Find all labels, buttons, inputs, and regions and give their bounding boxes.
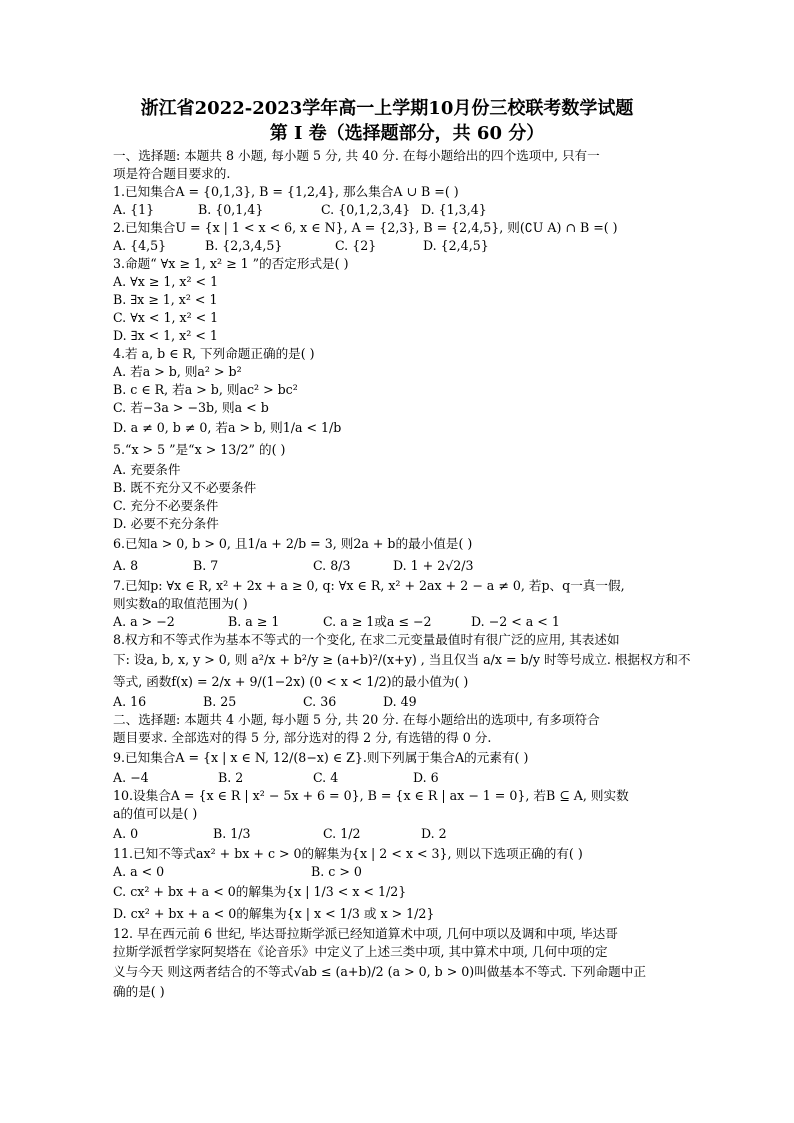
document-subtitle: 第 I 卷（选择题部分，共 60 分） — [269, 123, 545, 144]
option: B. 既不充分又不必要条件 — [113, 480, 257, 495]
question-8-options — [113, 693, 698, 711]
question-1-options — [113, 201, 698, 219]
option: A. 16 — [113, 694, 147, 709]
option: C. ∀x < 1, x² < 1 — [113, 310, 219, 325]
section-one-heading: 一、选择题: 本题共 8 小题, 每小题 5 分, 共 40 分. 在每小题给出的四个选项中, 只有一 — [113, 148, 600, 163]
question-6: 6.已知a > 0, b > 0, 且1/a + 2/b = 3, 则2a + b的最小值是( ) — [113, 536, 473, 551]
option: B. 25 — [203, 694, 237, 709]
option: C. 充分不必要条件 — [113, 498, 219, 513]
question-9-options — [113, 769, 698, 787]
question-12-cont: 确的是( ) — [113, 984, 165, 999]
question-2: 2.已知集合U = {x | 1 < x < 6, x ∈ N}, A = {2,3}, B = {2,4,5}, 则(∁U A) ∩ B =( ) — [113, 220, 618, 235]
option: B. a ≥ 1 — [228, 614, 280, 629]
question-2-options — [113, 237, 698, 255]
question-10-options — [113, 823, 698, 845]
option: B. c > 0 — [311, 864, 362, 879]
question-6-options — [113, 555, 698, 577]
question-11-options — [113, 863, 698, 881]
option: A. ∀x ≥ 1, x² < 1 — [113, 274, 219, 289]
option: B. {0,1,4} — [198, 202, 264, 217]
option: C. 若−3a > −3b, 则a < b — [113, 400, 269, 415]
section-one-heading-cont: 项是符合题目要求的. — [113, 166, 231, 181]
option: A. 若a > b, 则a² > b² — [113, 364, 242, 379]
option: A. 8 — [113, 558, 139, 573]
option: B. 2 — [218, 770, 244, 785]
question-5: 5.“x > 5 ”是“x > 13/2” 的( ) — [113, 442, 286, 457]
option: C. 36 — [303, 694, 337, 709]
option: B. c ∈ R, 若a > b, 则ac² > bc² — [113, 382, 298, 397]
option: D. 6 — [413, 770, 439, 785]
option: B. 1/3 — [213, 826, 251, 841]
question-1: 1.已知集合A = {0,1,3}, B = {1,2,4}, 那么集合A ∪ B =( ) — [113, 184, 459, 199]
option: D. a ≠ 0, b ≠ 0, 若a > b, 则1/a < 1/b — [113, 420, 342, 435]
question-12-cont: 拉斯学派哲学家阿契塔在《论音乐》中定义了上述三类中项, 其中算术中项, 几何中项的定 — [113, 944, 608, 959]
option: D. {1,3,4} — [421, 202, 487, 217]
option: D. 1 + 2√2/3 — [393, 558, 474, 573]
option: A. 0 — [113, 826, 139, 841]
option: C. 8/3 — [313, 558, 351, 573]
question-9: 9.已知集合A = {x | x ∈ N, 12/(8−x) ∈ Z}.则下列属于集合A的元素有( ) — [113, 750, 529, 765]
question-7: 7.已知p: ∀x ∈ R, x² + 2x + a ≥ 0, q: ∀x ∈ R, x² + 2ax + 2 − a ≠ 0, 若p、q一真一假, — [113, 578, 625, 593]
option: C. {0,1,2,3,4} — [321, 202, 411, 217]
question-12: 12. 早在西元前 6 世纪, 毕达哥拉斯学派已经知道算术中项, 几何中项以及调和中项, 毕达哥 — [113, 926, 618, 941]
option: D. ∃x < 1, x² < 1 — [113, 328, 218, 343]
option: C. 4 — [313, 770, 339, 785]
option: A. a < 0 — [113, 864, 165, 879]
section-two-heading-cont: 题目要求. 全部选对的得 5 分, 部分选对的得 2 分, 有选错的得 0 分. — [113, 730, 492, 745]
document-title: 浙江省2022-2023学年高一上学期10月份三校联考数学试题 — [140, 98, 634, 119]
question-4: 4.若 a, b ∈ R, 下列命题正确的是( ) — [113, 346, 315, 361]
option: B. 7 — [193, 558, 219, 573]
question-11: 11.已知不等式ax² + bx + c > 0的解集为{x | 2 < x < 3}, 则以下选项正确的有( ) — [113, 846, 583, 861]
question-8: 8.权方和不等式作为基本不等式的一个变化, 在求二元变量最值时有很广泛的应用, 其表述如 — [113, 632, 620, 647]
option: A. {1} — [113, 202, 155, 217]
option: D. {2,4,5} — [423, 238, 489, 253]
option: D. 49 — [383, 694, 417, 709]
question-8-cont: 下: 设a, b, x, y > 0, 则 a²/x + b²/y ≥ (a+b)²/(x+y) , 当且仅当 a/x = b/y 时等号成立. 根据权方和不 — [113, 652, 691, 667]
question-10: 10.设集合A = {x ∈ R | x² − 5x + 6 = 0}, B = {x ∈ R | ax − 1 = 0}, 若B ⊆ A, 则实数 — [113, 788, 629, 803]
option: C. a ≥ 1或a ≤ −2 — [323, 614, 432, 629]
option: D. cx² + bx + a < 0的解集为{x | x < 1/3 或 x > 1/2} — [113, 906, 435, 921]
option: A. −4 — [113, 770, 149, 785]
option: C. 1/2 — [323, 826, 361, 841]
question-12-cont: 义与今天 则这两者结合的不等式√ab ≤ (a+b)/2 (a > 0, b > 0)叫做基本不等式. 下列命题中正 — [113, 964, 646, 979]
option: B. {2,3,4,5} — [205, 238, 283, 253]
option: D. 必要不充分条件 — [113, 516, 219, 531]
document-body — [113, 147, 698, 1001]
option: C. {2} — [335, 238, 377, 253]
option: B. ∃x ≥ 1, x² < 1 — [113, 292, 218, 307]
option: A. 充要条件 — [113, 462, 181, 477]
option: D. −2 < a < 1 — [471, 614, 560, 629]
option: C. cx² + bx + a < 0的解集为{x | 1/3 < x < 1/2} — [113, 884, 407, 899]
question-7-options — [113, 613, 698, 631]
question-3: 3.命题“ ∀x ≥ 1, x² ≥ 1 ”的否定形式是( ) — [113, 256, 349, 271]
option: A. {4,5} — [113, 238, 167, 253]
option: A. a > −2 — [113, 614, 175, 629]
question-7-cont: 则实数a的取值范围为( ) — [113, 596, 248, 611]
question-10-cont: a的值可以是( ) — [113, 806, 198, 821]
option: D. 2 — [421, 826, 447, 841]
question-8-cont: 等式, 函数f(x) = 2/x + 9/(1−2x) (0 < x < 1/2)的最小值为( ) — [113, 674, 469, 689]
section-two-heading: 二、选择题: 本题共 4 小题, 每小题 5 分, 共 20 分. 在每小题给出的选项中, 有多项符合 — [113, 712, 600, 727]
